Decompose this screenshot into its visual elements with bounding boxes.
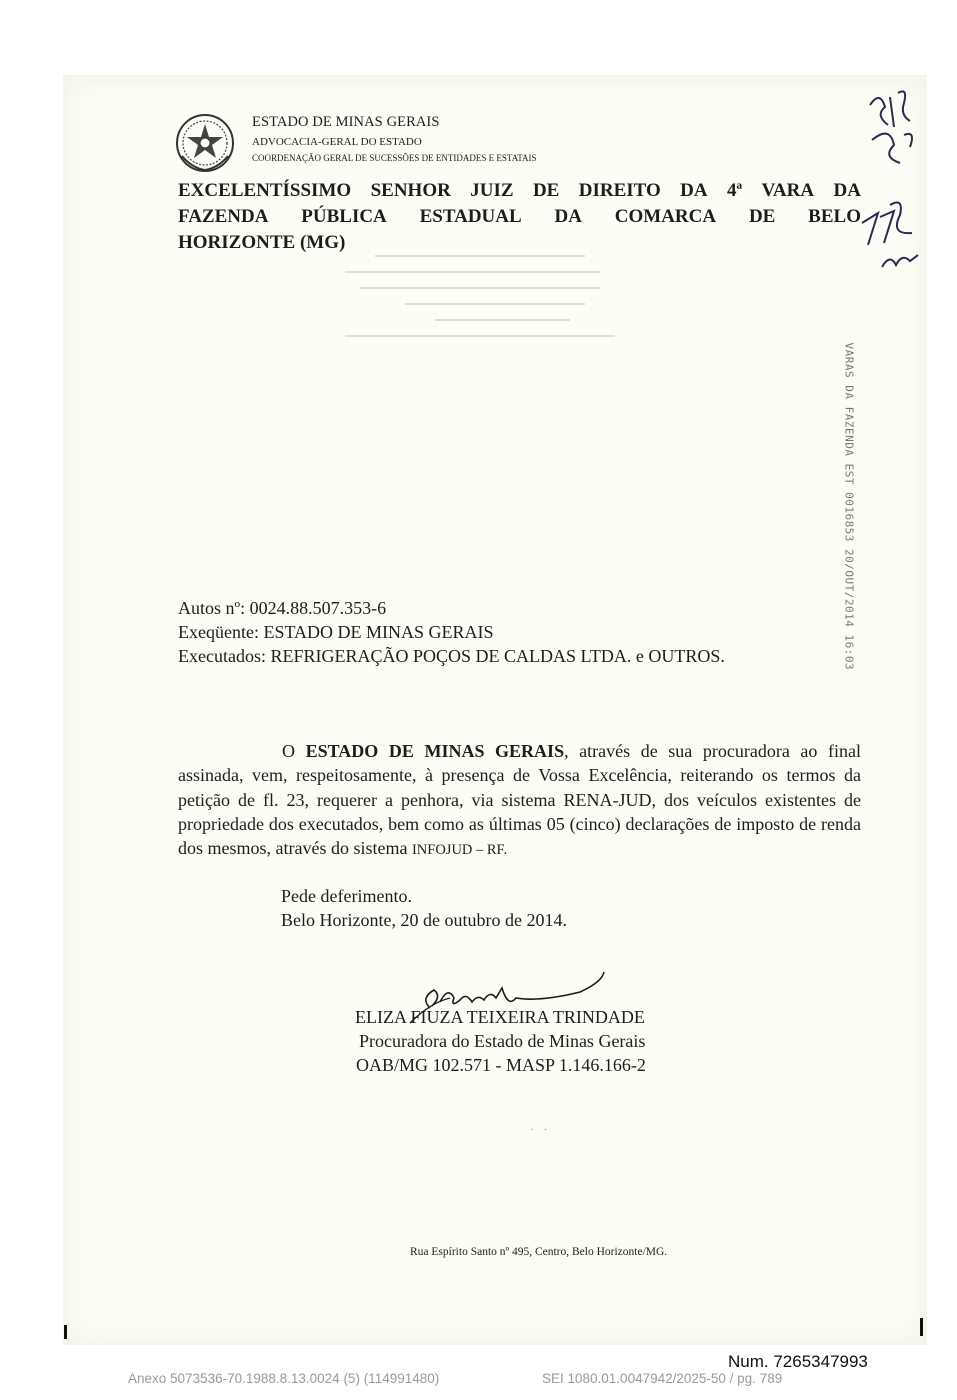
body-system: INFOJUD – RF. (411, 842, 508, 859)
addressee-word: COMARCA (614, 206, 717, 227)
coat-of-arms-icon (174, 112, 236, 174)
addressee-word: FAZENDA (178, 206, 269, 227)
closing (281, 884, 567, 932)
closing-place-date: Belo Horizonte, 20 de outubro de 2014. (281, 910, 567, 930)
addressee-line-2 (178, 204, 861, 230)
addressee-word: JUIZ (470, 180, 514, 201)
petition-body (178, 739, 861, 862)
signatory (356, 1005, 646, 1077)
case-exequente: Exeqüente: ESTADO DE MINAS GERAIS (178, 622, 494, 642)
sei-reference: SEI 1080.01.0047942/2025-50 / pg. 789 (542, 1371, 783, 1386)
body-text: , através de sua procuradora ao final assinada, vem, respeitosamente, à presença de Vossa Excelência, reiterando os termos da petição de fl. 23, requerer a penhora, via sistema RENA-JUD, dos veículos existentes de propriedade dos executados, bem como as últimas 05 (cinco) declarações de imposto de renda dos mesmos, através do sistema (178, 741, 861, 859)
annex-reference: Anexo 5073536-70.1988.8.13.0024 (5) (114991480) (128, 1371, 440, 1386)
closing-request: Pede deferimento. (281, 886, 412, 906)
addressee-word: DA (833, 180, 861, 201)
protocol-stamp-text: VARAS DA FAZENDA EST 0016853 20/OUT/2014 16:03 (842, 342, 856, 671)
addressee-word: VARA (761, 180, 815, 201)
addressee-line-1 (178, 178, 861, 204)
addressee-word: SENHOR (370, 180, 451, 201)
addressee-word: EXCELENTÍSSIMO (178, 180, 352, 201)
scan-edge-mark (920, 1318, 923, 1336)
body-prefix: O (282, 741, 306, 761)
addressee-word: BELO (808, 206, 861, 227)
addressee-word: DE (532, 180, 560, 201)
case-executados: Executados: REFRIGERAÇÃO POÇOS DE CALDAS LTDA. e OUTROS. (178, 646, 725, 666)
signatory-title: Procuradora do Estado de Minas Gerais (359, 1031, 646, 1051)
body-party: ESTADO DE MINAS GERAIS (305, 741, 565, 761)
bleed-through-marks (345, 255, 645, 385)
addressee-word: DE (748, 206, 776, 227)
handwritten-page-number (860, 85, 930, 275)
addressee-word: DA (680, 180, 708, 201)
header-department: COORDENAÇÃO GERAL DE SUCESSÕES DE ENTIDADES E ESTATAIS (252, 153, 537, 163)
case-info (178, 596, 725, 668)
document-number: Num. 7265347993 (728, 1352, 868, 1371)
addressee (178, 178, 861, 256)
addressee-word: 4ª (727, 180, 743, 201)
scan-speckle: · · (530, 1125, 552, 1136)
addressee-line-3: HORIZONTE (MG) (178, 232, 346, 253)
header-state: ESTADO DE MINAS GERAIS (252, 114, 440, 130)
addressee-word: DA (554, 206, 582, 227)
signatory-registration: OAB/MG 102.571 - MASP 1.146.166-2 (356, 1055, 646, 1075)
addressee-word: PÚBLICA (301, 206, 387, 227)
case-number: Autos nº: 0024.88.507.353-6 (178, 598, 387, 618)
header-agency: ADVOCACIA-GERAL DO ESTADO (252, 136, 422, 148)
addressee-word: DIREITO (578, 180, 661, 201)
signatory-name: ELIZA FIUZA TEIXEIRA TRINDADE (355, 1007, 645, 1027)
protocol-stamp (838, 340, 860, 695)
scan-edge-mark (64, 1325, 67, 1339)
footer-address: Rua Espírito Santo nº 495, Centro, Belo Horizonte/MG. (410, 1246, 668, 1258)
addressee-word: ESTADUAL (419, 206, 522, 227)
